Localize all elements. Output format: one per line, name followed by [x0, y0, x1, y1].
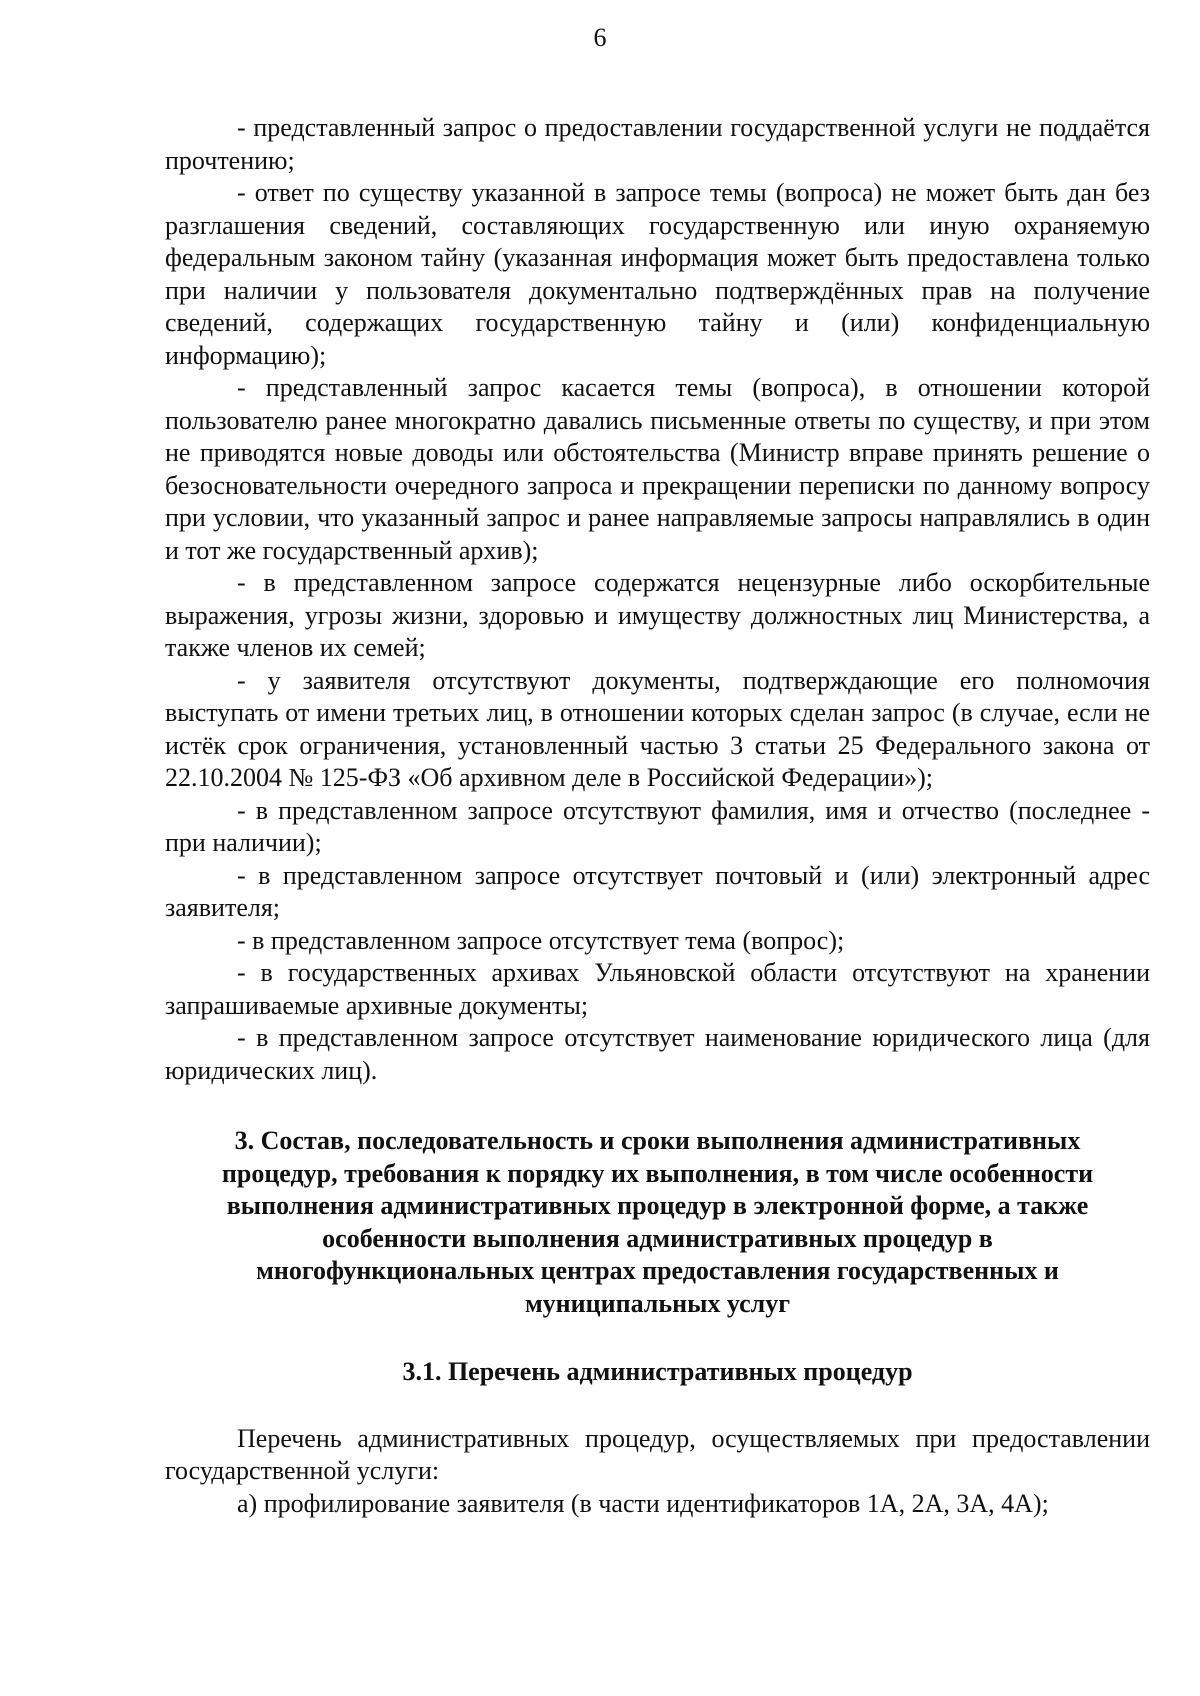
- page-number: 6: [593, 23, 607, 52]
- paragraph-no-documents-in-archive: - в государственных архивах Ульяновской области отсутствуют на хранении запрашиваемые архивные документы;: [165, 958, 1150, 1020]
- procedures-intro: Перечень административных процедур, осуществляемых при предоставлении государственной услуги:: [165, 1423, 1150, 1485]
- paragraph-no-legal-entity-name: - в представленном запросе отсутствует наименование юридического лица (для юридических лиц).: [165, 1023, 1150, 1085]
- paragraph-no-topic: - в представленном запросе отсутствует тема (вопрос);: [237, 925, 845, 955]
- subsection-heading: 3.1. Перечень административных процедур: [402, 1357, 913, 1386]
- paragraph-repeated-request: - представленный запрос касается темы (вопроса), в отношении которой пользователю ранее многократно давались письменные ответы по существу, и при этом не приводятся новые доводы или обстоятельства (Министр вправе принять решение о безосновательности очередного запроса и прекращении переписки по данному вопросу при условии, что указанный запрос и ранее направляемые запросы направлялись в один и тот же государственный архив);: [165, 373, 1150, 565]
- paragraph-unreadable-request: - представленный запрос о предоставлении государственной услуги не поддаётся прочтению;: [165, 113, 1150, 175]
- paragraph-offensive-language: - в представленном запросе содержатся нецензурные либо оскорбительные выражения, угрозы жизни, здоровью и имуществу должностных лиц Министерства, а также членов их семей;: [165, 568, 1150, 662]
- paragraph-no-authority-documents: - у заявителя отсутствуют документы, подтверждающие его полномочия выступать от имени третьих лиц, в отношении которых сделан запрос (в случае, если не истёк срок ограничения, установленный частью 3 статьи 25 Федерального закона от 22.10.2004 № 125-ФЗ «Об архивном деле в Российской Федерации»);: [165, 665, 1150, 792]
- procedure-item-a: а) профилирование заявителя (в части идентификаторов 1А, 2А, 3А, 4А);: [237, 1488, 1049, 1518]
- paragraph-no-full-name: - в представленном запросе отсутствуют фамилия, имя и отчество (последнее - при наличии);: [165, 795, 1150, 857]
- section-heading: 3. Состав, последовательность и сроки выполнения административных процедур, требования к порядку их выполнения, в том числе особенности выполнения административных процедур в электронной форме, а также особенности выполнения административных процедур в многофункциональных центрах предоставления государственных и муниципальных услуг: [221, 1126, 1094, 1318]
- paragraph-no-address: - в представленном запросе отсутствует почтовый и (или) электронный адрес заявителя;: [165, 860, 1150, 922]
- paragraph-state-secret: - ответ по существу указанной в запросе темы (вопроса) не может быть дан без разглашения сведений, составляющих государственную или иную охраняемую федеральным законом тайну (указанная информация может быть предоставлена только при наличии у пользователя документально подтверждённых прав на получение сведений, содержащих государственную тайну и (или) конфиденциальную информацию);: [165, 178, 1150, 370]
- document-body: [165, 112, 1150, 1520]
